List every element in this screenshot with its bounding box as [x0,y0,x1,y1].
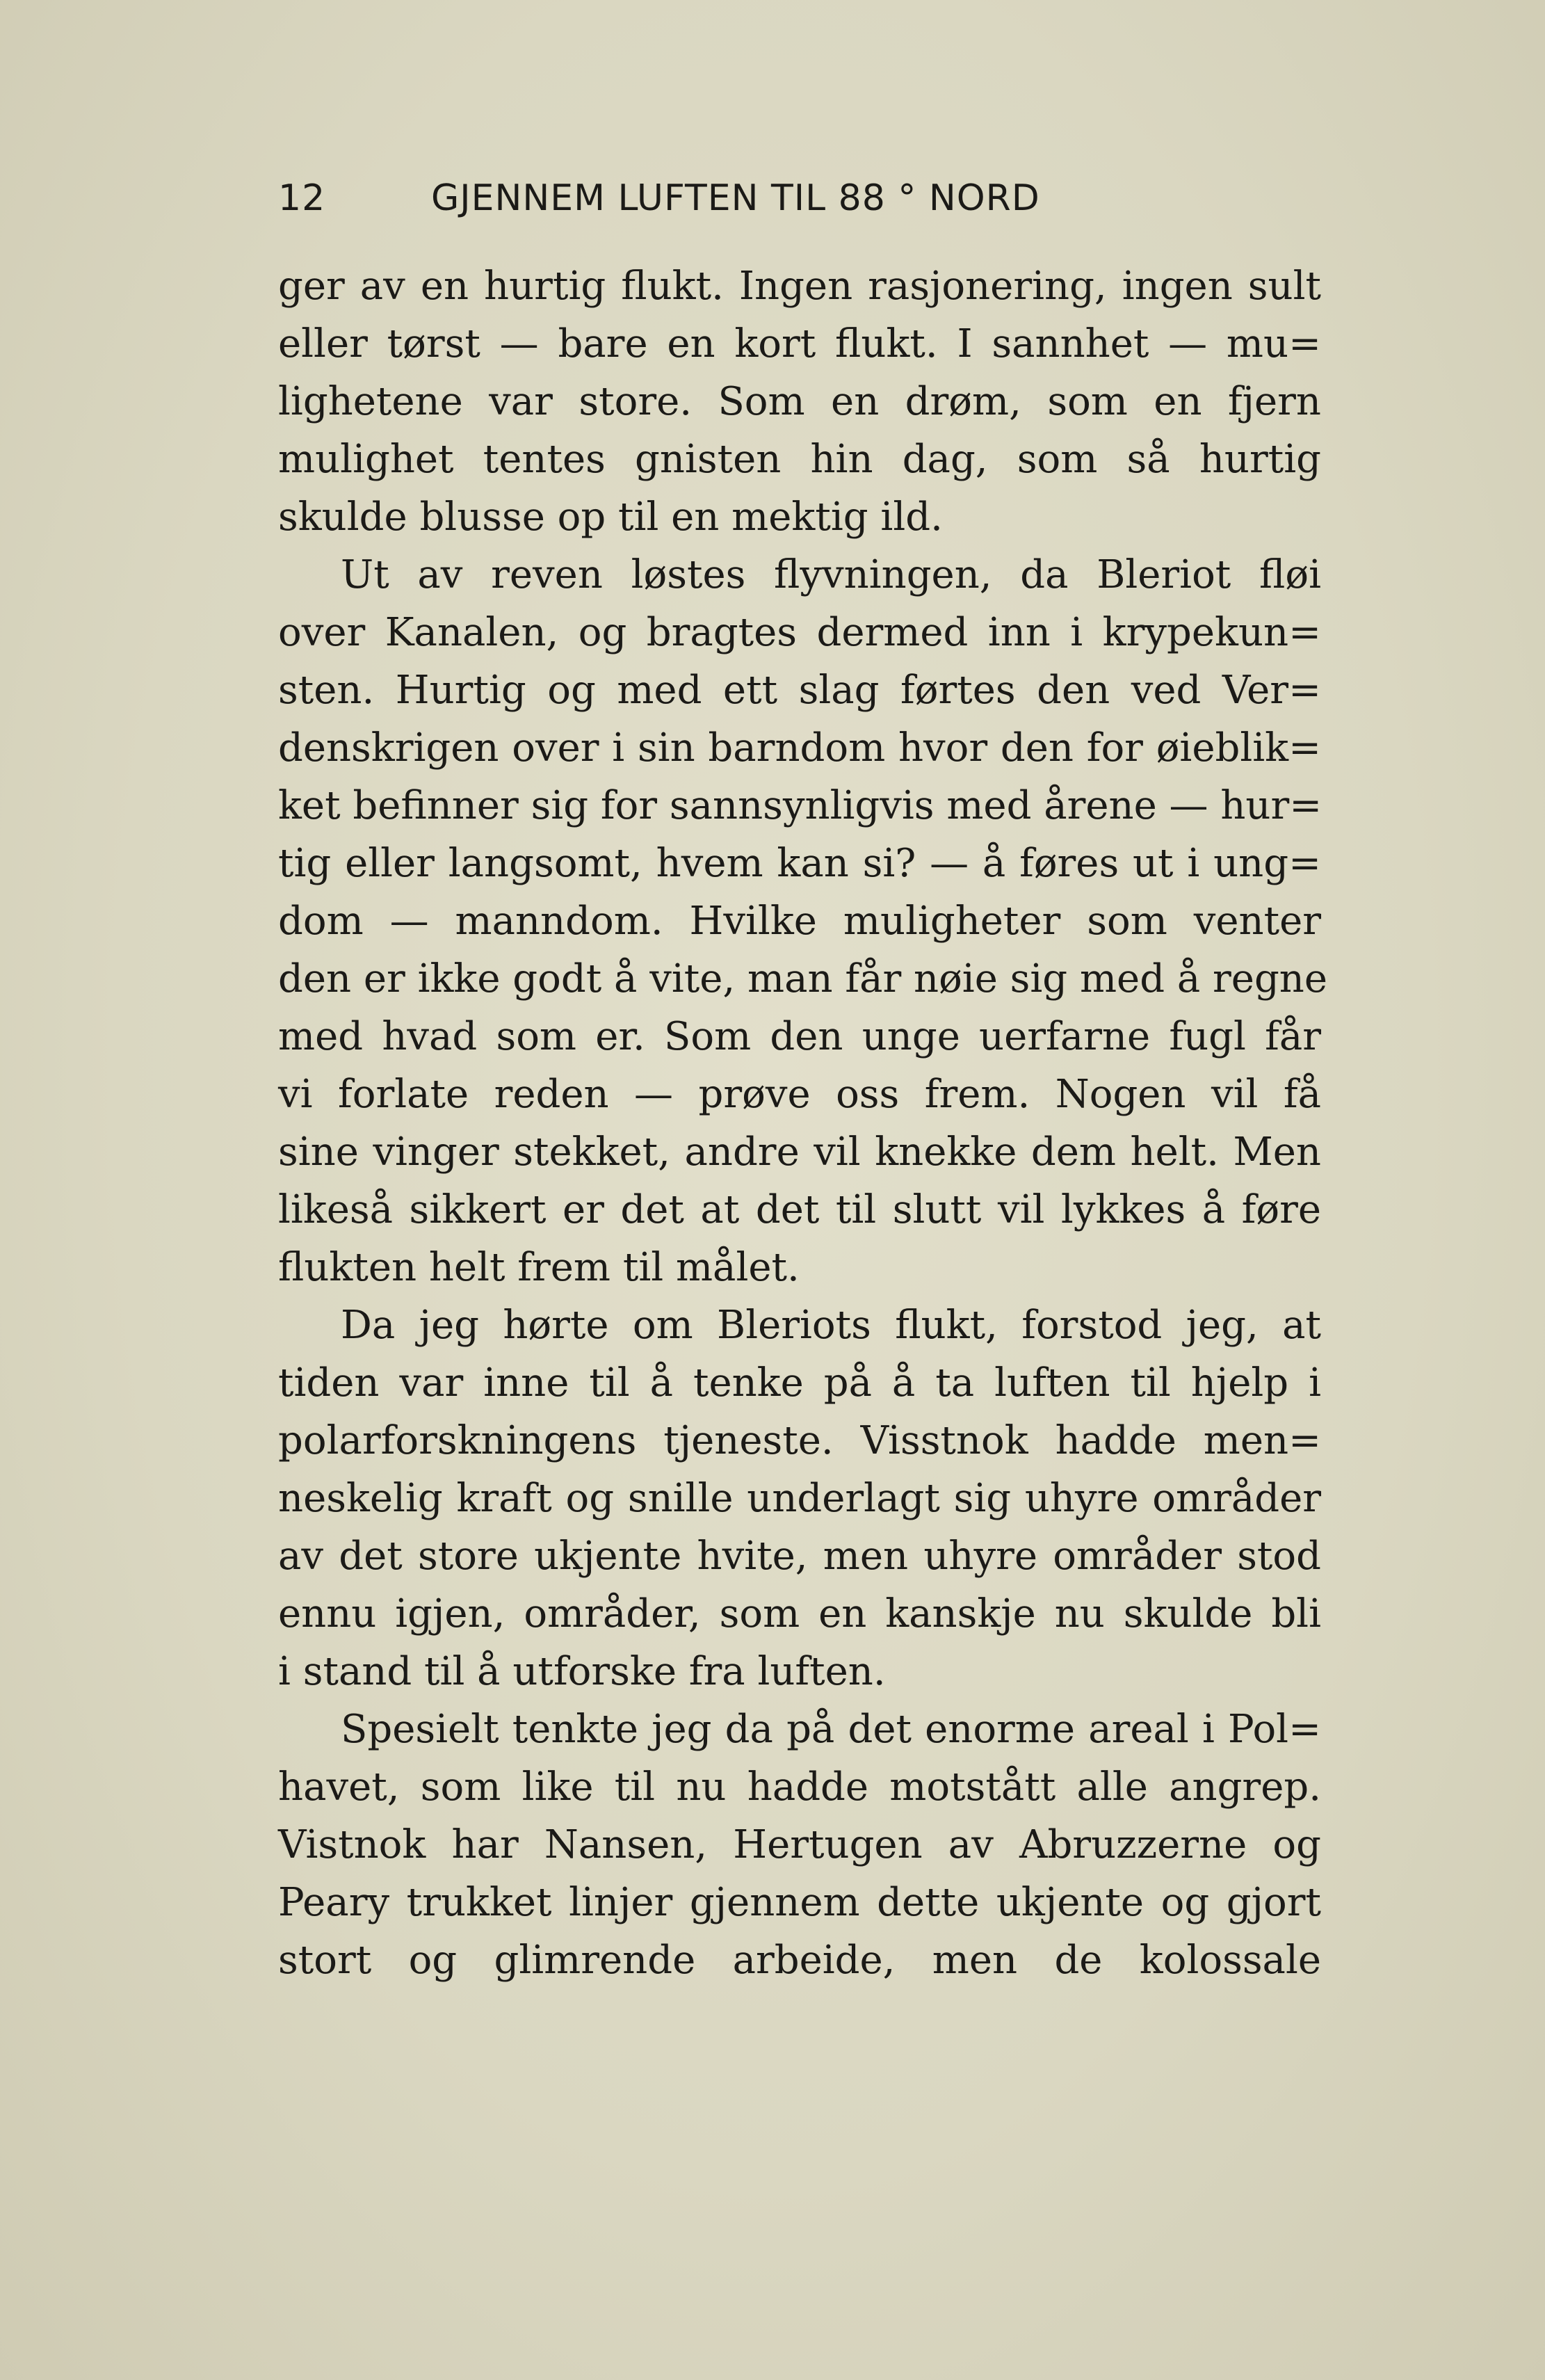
text-line: over Kanalen, og bragtes dermed inn i krypekun= [278,610,1321,655]
text-line: denskrigen over i sin barndom hvor den for øieblik= [278,725,1321,771]
text-line: vi forlate reden — prøve oss frem. Nogen vil få [278,1072,1321,1117]
text-line: dom — manndom. Hvilke muligheter som venter [278,899,1321,944]
text-line: tig eller langsomt, hvem kan si? — å føres ut i ung= [278,841,1321,886]
text-line: tiden var inne til å tenke på å ta luften til hjelp i [278,1360,1321,1406]
page-number: 12 [278,177,326,219]
text-line: Vistnok har Nansen, Hertugen av Abruzzerne og [278,1822,1321,1867]
text-line: likeså sikkert er det at det til slutt vil lykkes å føre [278,1187,1321,1232]
text-line: stort og glimrende arbeide, men de kolossale [278,1938,1321,1983]
text-line: med hvad som er. Som den unge uerfarne fugl får [278,1014,1321,1059]
text-line: av det store ukjente hvite, men uhyre områder stod [278,1534,1321,1579]
text-line: neskelig kraft og snille underlagt sig uhyre områder [278,1476,1321,1521]
running-head [278,170,1321,226]
text-line: Da jeg hørte om Bleriots flukt, forstod jeg, at [341,1303,1321,1348]
text-line: Ut av reven løstes flyvningen, da Bleriot fløi [341,552,1321,597]
text-line: lighetene var store. Som en drøm, som en fjern [278,379,1321,424]
text-block [278,170,1327,1989]
running-title: GJENNEM LUFTEN TIL 88 ° NORD [431,177,1040,219]
text-line: Spesielt tenkte jeg da på det enorme areal i Pol= [341,1707,1321,1752]
text-line: ket befinner sig for sannsynligvis med årene — hur= [278,783,1322,828]
text-line: Peary trukket linjer gjennem dette ukjente og gjort [278,1880,1321,1925]
text-line: i stand til å utforske fra luften. [278,1649,886,1694]
text-line: sten. Hurtig og med ett slag førtes den ved Ver= [278,668,1321,713]
text-line: polarforskningens tjeneste. Visstnok hadde men= [278,1418,1321,1463]
text-line: skulde blusse op til en mektig ild. [278,495,943,540]
text-line: mulighet tentes gnisten hin dag, som så hurtig [278,437,1321,482]
text-line: ger av en hurtig flukt. Ingen rasjonering, ingen sult [278,264,1321,309]
text-line: ennu igjen, områder, som en kanskje nu skulde bli [278,1591,1321,1637]
text-line: flukten helt frem til målet. [278,1245,800,1290]
text-line: havet, som like til nu hadde motstått alle angrep. [278,1764,1321,1810]
text-line: sine vinger stekket, andre vil knekke dem helt. Men [278,1129,1321,1175]
body-text [278,257,1327,1989]
text-line: den er ikke godt å vite, man får nøie sig med å regne [278,956,1327,1002]
text-line: eller tørst — bare en kort flukt. I sannhet — mu= [278,321,1321,367]
